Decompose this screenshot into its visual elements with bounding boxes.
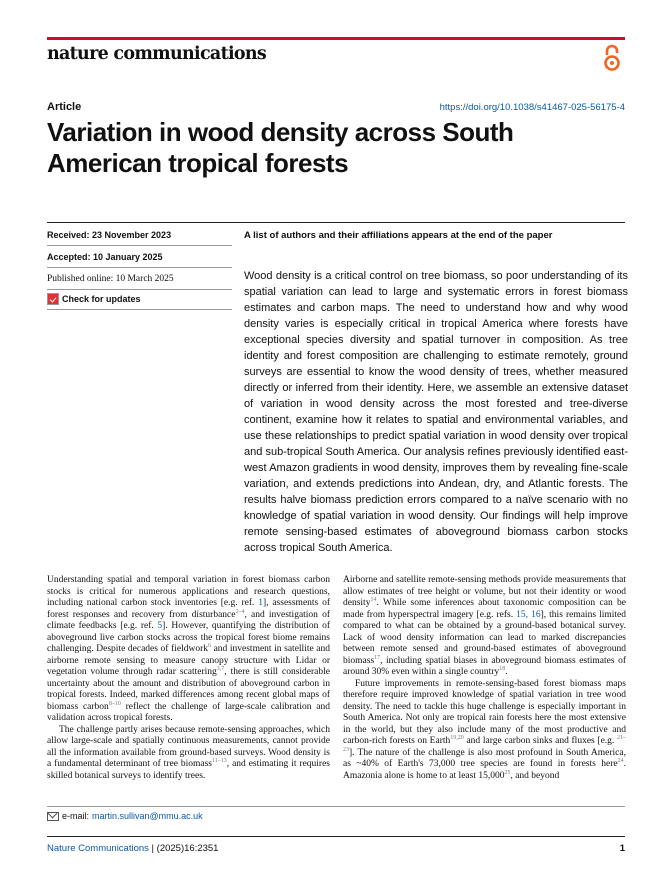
citation[interactable]: 2–4: [235, 608, 245, 615]
reference-link[interactable]: 1: [258, 598, 263, 608]
email-link[interactable]: martin.sullivan@mmu.ac.uk: [92, 811, 203, 821]
citation[interactable]: 24: [617, 757, 624, 764]
body-paragraph: The challenge partly arises because remote-sensing approaches, which allow large-scale and spatially continuous measurements, cannot provide all the information available from ground-based surveys. Wood density is a fundamental determinant of tree biomass$^{11-13}$, and estimating it requires skilled botanical surveys to identify trees.: [47, 724, 331, 781]
body-paragraph: Airborne and satellite remote-sensing methods provide measurements that allow estimates of tree height or volume, but not their identity or wood density$^{14}$. While some inferences about taxonomic composition can be made from hyperspectral imagery [e.g. refs. 15, 16], this remains limited compared to what can be obtained by a ground-based botanical survey. Lack of wood density information can lead to marked discrepancies between remote sensed and ground-based estimates of aboveground biomass$^{17}$, including spatial biases in aboveground biomass estimates of around 30% even within a single country$^{18}$.: [343, 575, 626, 677]
page-number: 1: [619, 843, 625, 854]
header-rule: [47, 37, 625, 40]
check-updates-label: Check for updates: [62, 294, 141, 304]
footer-rule: [47, 836, 625, 837]
article-title: Variation in wood density across South American tropical forests: [47, 117, 514, 178]
abstract: Wood density is a critical control on tree biomass, so poor understanding of its spatial variation can lead to large and systematic errors in forest biomass estimates and carbon maps. The need to understand how and why wood density varies is especially critical in tropical America where forests have exceptional species diversity and spatial turnover in composition. As tree identity and forest composition are challenging to estimate remotely, ground surveys are essential to know the wood density of trees, whether measured directly or inferred from their identity. Here, we assemble an extensive dataset of variation in wood density across the most forested and tree-diverse continent, examine how it relates to spatial and environmental variables, and use these relationships to predict spatial variation in wood density over tropical and sub-tropical South America. Our analysis refines previously identified east-west Amazon gradients in wood density, improves them by revealing fine-scale variation, and extends predictions into Andean, dry, and Atlantic forests. The results halve biomass prediction errors compared to a naïve scenario with no knowledge of spatial variation in wood density. Our findings will help improve remote sensing-based estimates of aboveground biomass carbon stocks across tropical South America.: [244, 270, 628, 554]
article-type: Article: [47, 101, 82, 113]
citation[interactable]: 11–13: [211, 757, 227, 764]
received-date: Received: 23 November 2023: [47, 230, 172, 240]
citation[interactable]: 17: [374, 654, 381, 661]
check-for-updates-button[interactable]: [47, 293, 141, 305]
divider: [47, 222, 625, 223]
email-label: e-mail:: [62, 811, 90, 821]
divider: [47, 267, 232, 268]
check-updates-icon: [47, 293, 59, 305]
body-paragraph: Understanding spatial and temporal variation in forest biomass carbon stocks is critical for numerous applications and research questions, including national carbon stock inventories [e.g. ref. 1], assessments of forest responses and recovery from disturbance$^{2-4}$, and investigation of climate feedbacks [e.g. ref. 5]. However, quantifying the distribution of aboveground live carbon stocks across the tropical forest biome remains challenging. Despite decades of fieldwork$^6$ and investment in satellite and airborne remote sensing to measure canopy structure with Lidar or vegetation volume through radar scattering$^{3,7}$, there is still considerable uncertainty about the amount and distribution of aboveground carbon in tropical forests. Indeed, marked differences among recent global maps of biomass carbon$^{8-10}$ reflect the challenge of large-scale calibration and validation across tropical forests.: [47, 575, 330, 723]
body-column-right: [343, 575, 626, 782]
doi-link[interactable]: https://doi.org/10.1038/s41467-025-56175-4: [439, 102, 625, 113]
divider: [47, 289, 232, 290]
citation[interactable]: 6: [207, 642, 211, 649]
citation[interactable]: 25: [504, 769, 511, 776]
open-access-icon: [602, 44, 622, 72]
citation[interactable]: 8–10: [108, 700, 121, 707]
divider: [47, 245, 232, 246]
published-date: Published online: 10 March 2025: [47, 274, 174, 284]
mail-icon: [47, 812, 59, 821]
authors-note: A list of authors and their affiliations appears at the end of the paper: [244, 230, 553, 241]
citation[interactable]: 14: [370, 596, 377, 603]
citation[interactable]: 18: [499, 665, 506, 672]
corresponding-email: [47, 811, 203, 821]
footer-journal[interactable]: Nature Communications: [47, 843, 149, 854]
body-column-left: [47, 575, 330, 782]
journal-logo[interactable]: nature communications: [47, 44, 267, 64]
divider: [47, 309, 232, 310]
accepted-date: Accepted: 10 January 2025: [47, 252, 163, 262]
footer-citation: Nature Communications | (2025)16:2351: [47, 843, 219, 854]
reference-link[interactable]: 15, 16: [516, 609, 541, 620]
citation[interactable]: 21–23: [343, 734, 626, 753]
reference-link[interactable]: 5: [157, 621, 163, 631]
body-paragraph: Future improvements in remote-sensing-based forest biomass maps therefore require improved knowledge of spatial variation in tree wood density. The need to tackle this huge challenge is especially important in South America. Not only are tropical rain forests here the most extensive in the world, but they also include many of the most productive and carbon-rich forests on Earth$^{19,20}$ and large carbon sinks and fluxes [e.g. $^{21-23}$]. The nature of the challenge is also most profound in South America, as ~40% of Earth's 73,000 tree species are found in forests here$^{24}$. Amazonia alone is home to at least 15,000$^{25}$, and beyond: [343, 678, 626, 781]
footer-volume: (2025)16:2351: [156, 843, 219, 854]
citation[interactable]: 19,20: [450, 734, 464, 741]
citation[interactable]: 3,7: [216, 665, 225, 672]
footnote-rule: [47, 806, 625, 807]
